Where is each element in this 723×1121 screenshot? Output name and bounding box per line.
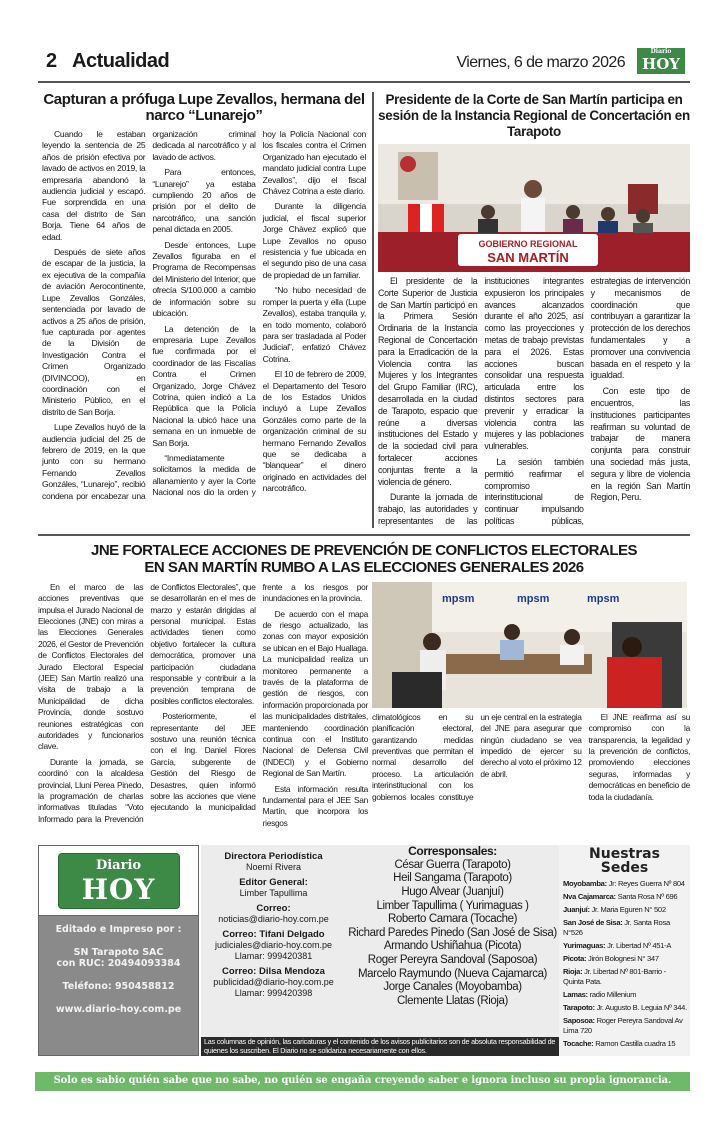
paragraph: “No hubo necesidad de romper la puerta y ella (Lupe Zevallos), estaba tranquila y, en todo momento, colaboró para ser trasladada al Poder Judicial”, enfatizó Chávez Cotrina. xyxy=(262,285,366,364)
section-rule xyxy=(38,534,690,536)
correspondent: Armando Ushiñahua (Picota) xyxy=(383,940,522,953)
paragraph: Posteriormente, el representante del JEE sostuvo una reunión técnica con el Ing. Daniel Flores García, subgerente de Gestión del Riesgo de Desastres, quien informó sobre las acciones que viene ejecutando la municipalidad frente a los riesgos por inundaciones en la provincia. xyxy=(150,581,368,813)
office-city: Lamas: xyxy=(563,990,588,1000)
office-city: Tarapoto: xyxy=(563,1003,595,1013)
mail-address[interactable]: noticias@diario-hoy.com.pe xyxy=(218,914,329,925)
mail2-address[interactable]: judiciales@diario-hoy.com.pe xyxy=(214,940,333,951)
office-address: Jirón Bolognesi N° 347 xyxy=(588,954,659,964)
mail-label: Correo: xyxy=(256,903,291,915)
phone3: Llamar: 999420398 xyxy=(234,988,313,999)
office-item xyxy=(559,892,690,905)
photo-banner-line1: GOBIERNO REGIONAL xyxy=(478,239,578,249)
article3-body-left xyxy=(38,582,368,830)
correspondent: Jorge Canales (Moyobamba) xyxy=(383,981,522,994)
paragraph: Para entonces, “Lunarejo” ya estaba cumpliendo 20 años de prisión por el delito de narcotráfico, una sanción penal dictada en 2005. xyxy=(152,167,256,235)
paragraph: En el marco de las acciones preventivas que impulsa el Jurado Nacional de Elecciones (JNE) con miras a las Elecciones Generales 2026, el Gestor de Prevención de Conflictos Electorales del Jurado Electoral Especial (JEE) San Martín realizó una visita de trabajo a la Municipalidad de dicha Provincia, donde sostuvo reuniones estratégicas con autoridades y funcionarios clave. xyxy=(38,581,144,752)
office-address: Roger Pereyra Sandoval Av Lima 720 xyxy=(563,1016,683,1036)
article2-body xyxy=(378,276,690,528)
office-address: radio Millenium xyxy=(589,990,637,1000)
office-city: Yurimaguas: xyxy=(563,941,606,951)
sedes-title-2: Sedes xyxy=(600,860,649,877)
office-city: Tocache: xyxy=(563,1039,594,1049)
company-ruc: con RUC: 20494093384 xyxy=(56,958,181,970)
paragraph: La sesión también permitió reafirmar el compromiso interinstitucional de continuar impulsando políticas públicas, estrategias de intervención y mecanismos de coordinación que contribuyan a garantizar la protección de los derechos fundamentales y a promover una convivencia basada en el respeto y la igualdad. xyxy=(484,276,690,526)
office-address: Jr. Maria Eguren N° 502 xyxy=(591,905,666,915)
office-item xyxy=(559,918,690,941)
paragraph: El JNE reafirma así su compromiso con la transparencia, la legalidad y la prevención de conflictos, promoviendo elecciones seguras, informadas y democráticas en beneficio de toda la ciudadanía. xyxy=(588,711,690,802)
paragraph: Durante la jornada, se coordinó con la alcaldesa provincial, Lluni Perea Pinedo, la programación de charlas informativas tituladas “Voto Informado para la Prevención de Conflictos Electorales”, que se desarrollarán en el mes de marzo y estarán dirigidas al personal municipal. Estas actividades tienen como objetivo fortalecer la cultura democrática, promover una participación ciudadana responsable y contribuir a la prevención temprana de posibles conflictos electorales. xyxy=(38,581,256,824)
article3-title-line1: JNE FORTALECE ACCIONES DE PREVENCIÓN DE CONFLICTOS ELECTORALES xyxy=(90,541,637,559)
office-item xyxy=(559,1039,690,1052)
correspondent: César Guerra (Tarapoto) xyxy=(394,858,511,871)
editor-name: Limber Tapullima xyxy=(239,888,308,899)
page-header xyxy=(0,0,723,86)
mail3-label: Correo: Dilsa Mendoza xyxy=(222,966,325,978)
paragraph: “Inmediatamente solicitamos la medida de allanamiento y ayer la Corte Nacional nos dio la orden y hoy la Policía Nacional con los fiscales contra el Crimen Organizado han ejecutado el mandato judicial contra Lupe Zevallos”, dijo el fiscal Chávez Cotrina a este diario. xyxy=(152,129,366,498)
photo-sign: mpsm xyxy=(517,592,550,605)
photo-banner-line2: SAN MARTÍN xyxy=(487,250,569,265)
paragraph: La detención de la empresaria Lupe Zevallos fue confirmada por el coordinador de las Fiscalías Contra el Crimen Organizado, Jorge Chávez Cotrina, quien indicó a La República que la Policía Nacional la ubicó hace una semana en un inmueble de San Borja. xyxy=(152,323,256,448)
paragraph: climatológicos en su planificación electoral, garantizando medidas preventivas que permitan el normal desarrollo del proceso. La articulación interinstitucional con los gobiernos locales constituye un eje central en la estrategia del JNE para asegurar que ningún ciudadano se vea impedido de ejercer su derecho al voto el próximo 12 de abril. xyxy=(372,711,582,802)
correspondents xyxy=(346,845,559,1033)
editor-label: Editor General: xyxy=(239,877,308,889)
office-item xyxy=(559,905,690,918)
correspondent: Hugo Alvear (Juanjuí) xyxy=(401,886,504,899)
offices-box xyxy=(559,845,690,1056)
office-city: Juanjuí: xyxy=(563,905,590,915)
correspondent: Richard Paredes Pinedo (San José de Sisa) xyxy=(348,926,557,939)
office-item xyxy=(559,967,690,990)
office-item xyxy=(559,1016,690,1039)
director-label: Directora Periodística xyxy=(224,851,323,863)
phone: Teléfono: 950458812 xyxy=(62,981,175,993)
staff-box xyxy=(201,845,559,1056)
disclaimer: Las columnas de opinión, las caricaturas y el contenido de los avisos publicitarios son de absoluta responsabilidad de quienes los suscriben. El Diario no se solidariza necesariamente con ellos. xyxy=(201,1037,559,1056)
correspondent: Heil Sangama (Tarapoto) xyxy=(393,872,512,885)
logo-main-text: HOY xyxy=(642,55,680,73)
office-city: Rioja: xyxy=(563,967,583,977)
correspondent: Marcelo Raymundo (Nueva Cajamarca) xyxy=(357,967,547,980)
article3-photo xyxy=(372,582,687,708)
paragraph: El presidente de la Corte Superior de Justicia de San Martín participó en la Primera Sesión Ordinaria de la Instancia Regional de Concertación para la Erradicación de la Violencia contra las Mujeres y los Integrantes del Grupo Familiar (IRC), desarrollada en la ciudad de Tarapoto, espacio que reúne a diversas instituciones del Estado y de la sociedad civil para fortalecer acciones conjuntas frente a la violencia de género. xyxy=(378,276,478,487)
top-articles xyxy=(38,92,690,528)
footer xyxy=(38,845,690,1056)
article2-photo xyxy=(378,144,690,272)
logo-top-text: Diario xyxy=(650,48,672,55)
paragraph: Durante la diligencia judicial, el fiscal superior Jorge Chàvez explicó que Lupe Zevallos no opuso resistencia y fue ubicada en el segundo piso de una casa de propiedad de un familiar. xyxy=(262,201,366,280)
office-city: Nva Cajamarca: xyxy=(563,892,616,902)
office-item xyxy=(559,941,690,954)
sedes-title-1: Nuestras xyxy=(589,846,660,863)
office-city: Moyobamba: xyxy=(563,879,607,889)
masthead-box xyxy=(38,845,199,1056)
office-city: San José de Sisa: xyxy=(563,918,623,928)
article3-title-line2: EN SAN MARTÍN RUMBO A LAS ELECCIONES GENERALES 2026 xyxy=(144,558,584,576)
page-number: 2 xyxy=(46,50,58,72)
mail2-label: Correo: Tifani Delgado xyxy=(222,929,325,941)
director-name: Noemí Rivera xyxy=(245,862,301,873)
logo-main-text: HOY xyxy=(81,872,156,906)
correspondent: Clemente Llatas (Rioja) xyxy=(397,994,508,1007)
paragraph: Esta información resulta fundamental para el JEE San Martín, que incorpora los riesgos xyxy=(262,783,368,828)
photo-sign: mpsm xyxy=(442,592,475,605)
office-address: Jr: Reyes Guerra Nº 804 xyxy=(608,879,685,889)
website-link[interactable]: www.diario-hoy.com.pe xyxy=(55,1004,182,1016)
paragraph: Durante la jornada de trabajo, las autoridades y representantes de las instituciones integrantes expusieron los principales avances alcanzados durante el año 2025, así como las proyecciones y metas de trabajo previstas para el 2026. Estas acciones buscan consolidar una respuesta articulada entre los distintos sectores para prevenir y erradicar la violencia contra las mujeres y las poblaciones vulnerables. xyxy=(378,276,584,526)
office-city: Saposoa: xyxy=(563,1016,595,1026)
office-city: Picota: xyxy=(563,954,587,964)
correspondent: Roberto Camara (Tocache) xyxy=(387,913,518,926)
article2 xyxy=(372,92,690,528)
paragraph: Con este tipo de encuentros, las instituciones participantes reafirman su voluntad de trabajar de manera conjunta para construir una sociedad más justa, segura y libre de violencia en la región San Martín Region, Peru. xyxy=(590,386,690,503)
article3-body-right xyxy=(372,712,690,803)
office-item xyxy=(559,879,690,892)
header-rule xyxy=(38,81,690,83)
edited-by-label: Editado e Impreso por : xyxy=(55,924,182,936)
correspondent: Limber Tapullima ( Yurimaguas ) xyxy=(376,899,529,912)
paragraph: Después de siete años de escapar de la justicia, la ex ejecutiva de la compañía de aviación Aerocontinente, Lupe Zevallos Gonzáles, sentenciada por lavado de activos a 25 años de prisión, fue capturada por agentes de la División de Investigación Contra el Crimen Organizado (DIVINCOO), en coordinación con el Ministerio Público, en el distrito de San Borja. xyxy=(42,247,146,417)
office-address: Jr. Santa Rosa N°526 xyxy=(563,918,670,938)
article3 xyxy=(38,542,690,830)
office-address: Ramon Castilla cuadra 15 xyxy=(595,1039,676,1049)
newspaper-logo-large xyxy=(58,853,180,909)
paragraph: Desde entonces, Lupe Zevallos figuraba en el Programa de Recompensas del Ministerio del Interior, que ofrecía S/100.000 a cambio de información sobre su ubicación. xyxy=(152,239,256,319)
office-address: Jr. Libertad Nº 801-Barrio - Quinta Pata. xyxy=(563,967,666,987)
office-address: Jr. Libertad Nº 451-A xyxy=(607,941,672,951)
office-item xyxy=(559,954,690,967)
company-name: SN Tarapoto SAC xyxy=(73,947,164,959)
office-item xyxy=(559,1003,690,1016)
quote-banner: Solo es sabio quién sabe que no sabe, no quién se engaña creyendo saber e ignora incluso su propia ignorancia. xyxy=(35,1072,690,1091)
logo-top-text: Diario xyxy=(95,857,142,873)
office-address: Jr. Augusto B. Leguia Nº 344. xyxy=(596,1003,687,1013)
article1 xyxy=(38,92,372,528)
mail3-address[interactable]: publicidad@diario-hoy.com.pe xyxy=(213,977,334,988)
issue-date: Viernes, 6 de marzo 2026 xyxy=(456,54,625,71)
article1-body xyxy=(42,129,366,502)
paragraph: El 10 de febrero de 2009, el Departamento del Tesoro de los Estados Unidos incluyó a Lupe Zevallos Gonzáles como parte de la organización criminal de su hermano Fernando Zevallos que se dedicaba a “blanquear” el dinero originado en actividades del narcotráfico. xyxy=(262,369,366,494)
paragraph: De acuerdo con el mapa de riesgo actualizado, las zonas con mayor exposición se ubican en el Bajo Huallaga. La municipalidad realiza un monitoreo permanente a través de la plataforma de gestión de riesgos, con información proporcionada por las municipalidades distritales, manteniendo coordinación continua con el Instituto Nacional de Defensa Civil (INDECI) y el Gobierno Regional de San Martín. xyxy=(262,608,368,779)
correspondents-label: Corresponsales: xyxy=(408,844,497,859)
office-item xyxy=(559,990,690,1003)
paragraph: Cuando le estaban leyendo la sentencia de 25 años de prisión efectiva por lavado de activos en 2019, la empresaria abandonó la audiencia judicial y escapó. Fue sorprendida en una casa del distrito de San Borja. Tiene 64 años de edad. xyxy=(42,129,146,242)
newspaper-logo xyxy=(637,48,685,74)
phone2: Llamar: 999420381 xyxy=(234,951,313,962)
article2-title: Presidente de la Corte de San Martín participa en sesión de la Instancia Regional de Concertación en Tarapoto xyxy=(378,92,690,139)
paragraph: Lupe Zevallos huyó de la audiencia judicial del 25 de febrero de 2019, en la que junto con su hermano Fernando Zevallos Gonzáles, “Lunarejo”, recibió condena por encabezar una organización criminal dedicada al narcotráfico y al lavado de activos. xyxy=(42,129,256,501)
photo-sign: mpsm xyxy=(587,592,620,605)
correspondent: Roger Pereyra Sandoval (Saposoa) xyxy=(367,954,538,967)
article1-title: Capturan a prófuga Lupe Zevallos, hermana del narco “Lunarejo” xyxy=(43,91,365,124)
office-address: Santa Rosa Nº 696 xyxy=(617,892,678,902)
section-title: Actualidad xyxy=(72,50,170,72)
